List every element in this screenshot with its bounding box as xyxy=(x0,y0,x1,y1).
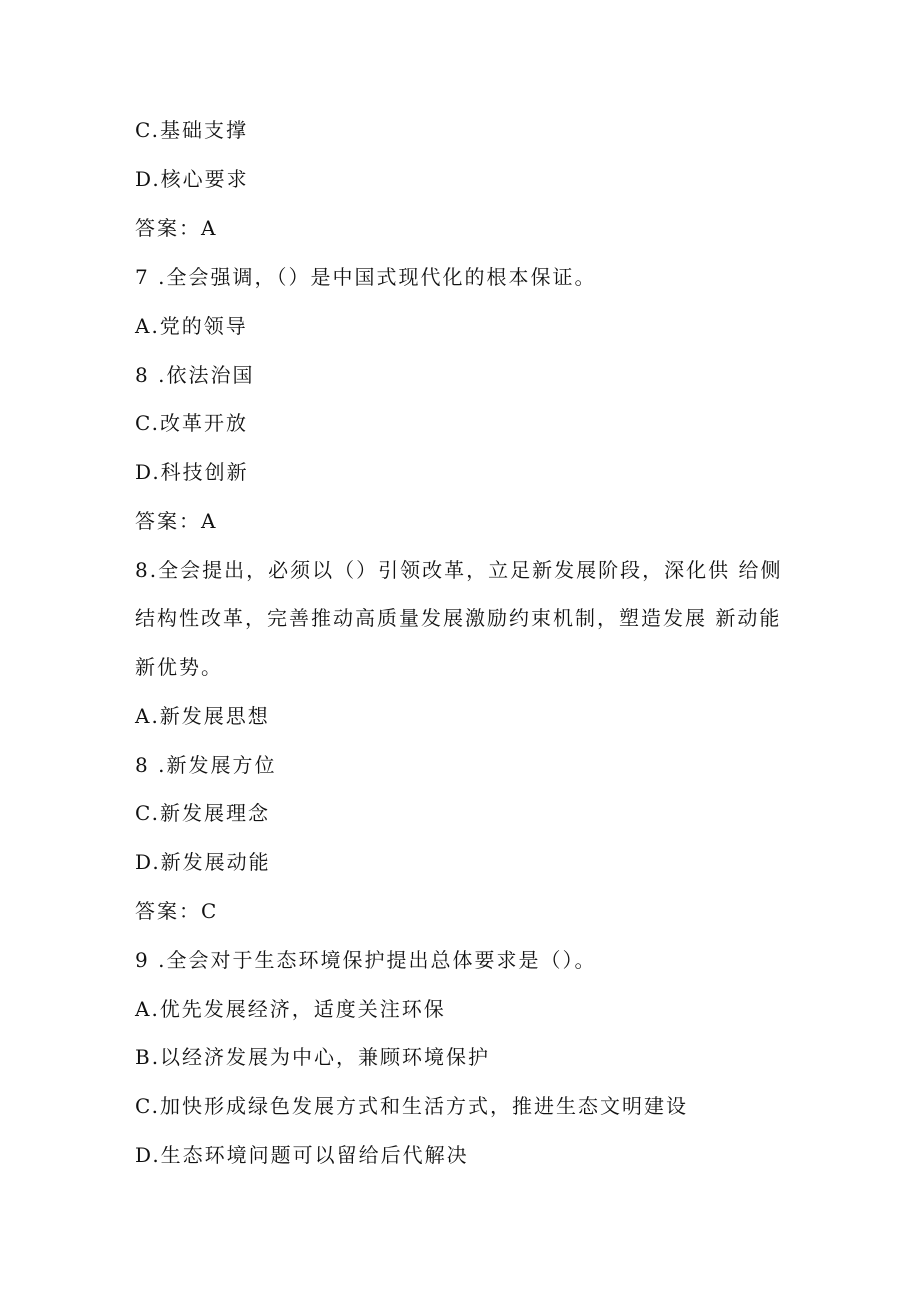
option-a-line: A.党的领导 xyxy=(135,314,248,338)
question-7: 7 .全会强调，（）是中国式现代化的根本保证。 xyxy=(135,265,597,289)
option-b-line: 8 .新发展方位 xyxy=(135,753,277,777)
option-c-line: C.基础支撑 xyxy=(135,118,248,142)
option-b-line: 8 .依法治国 xyxy=(135,363,255,387)
answer-line: 答案：A xyxy=(135,509,218,533)
question-8-line-3: 新优势。 xyxy=(135,655,223,679)
question-8-line-1: 8.全会提出，必须以（）引领改革，立足新发展阶段，深化供 给侧 xyxy=(135,558,783,582)
option-c-line: C.新发展理念 xyxy=(135,801,270,825)
question-9: 9 .全会对于生态环境保护提出总体要求是（）。 xyxy=(135,948,597,972)
option-a-line: A.优先发展经济，适度关注环保 xyxy=(135,997,446,1021)
option-c-line: C.加快形成绿色发展方式和生活方式，推进生态文明建设 xyxy=(135,1094,688,1118)
option-a-line: A.新发展思想 xyxy=(135,704,270,728)
option-d-line: D.生态环境问题可以留给后代解决 xyxy=(135,1143,469,1167)
answer-line: 答案：A xyxy=(135,216,218,240)
option-b-line: B.以经济发展为中心，兼顾环境保护 xyxy=(135,1045,491,1069)
option-d-line: D.核心要求 xyxy=(135,167,249,191)
option-d-line: D.科技创新 xyxy=(135,460,249,484)
option-c-line: C.改革开放 xyxy=(135,411,248,435)
answer-line: 答案：C xyxy=(135,899,219,923)
option-d-line: D.新发展动能 xyxy=(135,850,271,874)
question-8-line-2: 结构性改革，完善推动高质量发展激励约束机制，塑造发展 新动能 xyxy=(135,606,782,630)
